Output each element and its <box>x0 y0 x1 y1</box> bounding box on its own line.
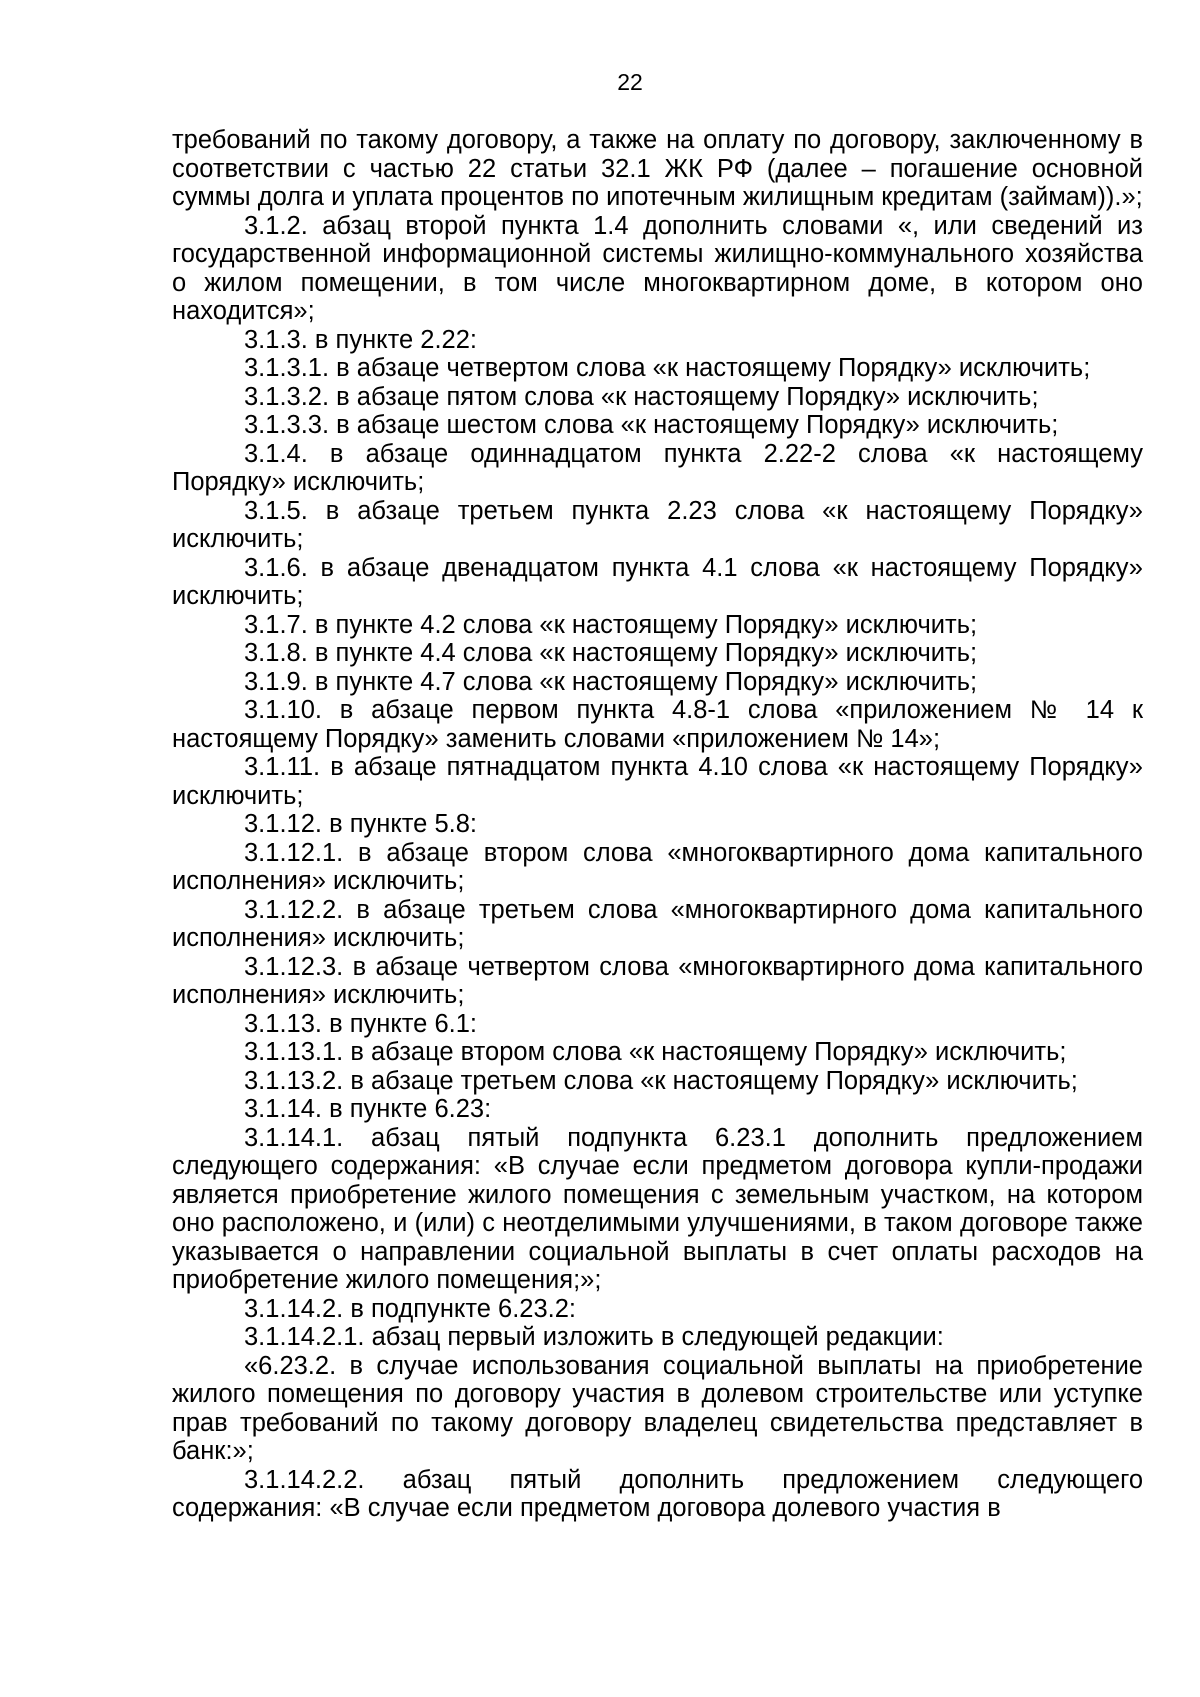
paragraph: 3.1.6. в абзаце двенадцатом пункта 4.1 слова «к настоящему Порядку» исключить; <box>172 553 1143 610</box>
paragraph: 3.1.12.2. в абзаце третьем слова «многоквартирного дома капитального исполнения» исключить; <box>172 895 1143 952</box>
paragraph: 3.1.13.2. в абзаце третьем слова «к настоящему Порядку» исключить; <box>244 1066 1078 1095</box>
document-body <box>172 126 1143 1523</box>
paragraph: 3.1.12. в пункте 5.8: <box>244 810 477 838</box>
paragraph: 3.1.5. в абзаце третьем пункта 2.23 слова «к настоящему Порядку» исключить; <box>172 496 1143 553</box>
paragraph: 3.1.3.3. в абзаце шестом слова «к настоящему Порядку» исключить; <box>244 411 1059 439</box>
paragraph: требований по такому договору, а также на оплату по договору, заключенному в соответствии с частью 22 статьи 32.1 ЖК РФ (далее – погашение основной суммы долга и уплата процентов по ипотечным жилищным кредитам (займам)).»; <box>172 126 1143 211</box>
paragraph: 3.1.14.1. абзац пятый подпункта 6.23.1 дополнить предложением следующего содержания: «В случае если предметом договора купли-продажи является приобретение жилого помещения с земельным участком, на котором оно расположено, и (или) с неотделимыми улучшениями, в таком договоре также указывается о направлении социальной выплаты в счет оплаты расходов на приобретение жилого помещения;»; <box>172 1123 1143 1294</box>
paragraph: 3.1.8. в пункте 4.4 слова «к настоящему Порядку» исключить; <box>244 639 978 667</box>
paragraph: 3.1.11. в абзаце пятнадцатом пункта 4.10 слова «к настоящему Порядку» исключить; <box>172 753 1143 810</box>
paragraph: 3.1.9. в пункте 4.7 слова «к настоящему Порядку» исключить; <box>244 667 978 696</box>
paragraph: 3.1.10. в абзаце первом пункта 4.8-1 слова «приложением № 14 к настоящему Порядку» заменить словами «приложением № 14»; <box>172 696 1143 753</box>
page-number: 22 <box>617 69 643 95</box>
paragraph: 3.1.12.3. в абзаце четвертом слова «многоквартирного дома капитального исполнения» исключить; <box>172 952 1143 1009</box>
paragraph: 3.1.7. в пункте 4.2 слова «к настоящему Порядку» исключить; <box>244 610 978 639</box>
paragraph: 3.1.3. в пункте 2.22: <box>244 325 477 354</box>
paragraph: 3.1.3.1. в абзаце четвертом слова «к настоящему Порядку» исключить; <box>244 354 1091 382</box>
paragraph: 3.1.4. в абзаце одиннадцатом пункта 2.22-2 слова «к настоящему Порядку» исключить; <box>172 439 1143 496</box>
paragraph: 3.1.3.2. в абзаце пятом слова «к настоящему Порядку» исключить; <box>244 382 1039 411</box>
paragraph: 3.1.12.1. в абзаце втором слова «многоквартирного дома капитального исполнения» исключить; <box>172 838 1143 895</box>
paragraph: 3.1.14. в пункте 6.23: <box>244 1095 492 1123</box>
paragraph: 3.1.14.2. в подпункте 6.23.2: <box>244 1294 576 1323</box>
paragraph: 3.1.14.2.2. абзац пятый дополнить предложением следующего содержания: «В случае если предметом договора долевого участия в <box>172 1465 1143 1522</box>
paragraph: 3.1.2. абзац второй пункта 1.4 дополнить словами «, или сведений из государственной информационной системы жилищно-коммунального хозяйства о жилом помещении, в том числе многоквартирном доме, в котором оно находится»; <box>172 211 1143 325</box>
paragraph: 3.1.13. в пункте 6.1: <box>244 1009 477 1038</box>
paragraph: 3.1.13.1. в абзаце втором слова «к настоящему Порядку» исключить; <box>244 1038 1067 1066</box>
paragraph: 3.1.14.2.1. абзац первый изложить в следующей редакции: <box>244 1323 944 1351</box>
paragraph: «6.23.2. в случае использования социальной выплаты на приобретение жилого помещения по договору участия в долевом строительстве или уступке прав требований по такому договору владелец свидетельства представляет в банк:»; <box>172 1351 1143 1465</box>
